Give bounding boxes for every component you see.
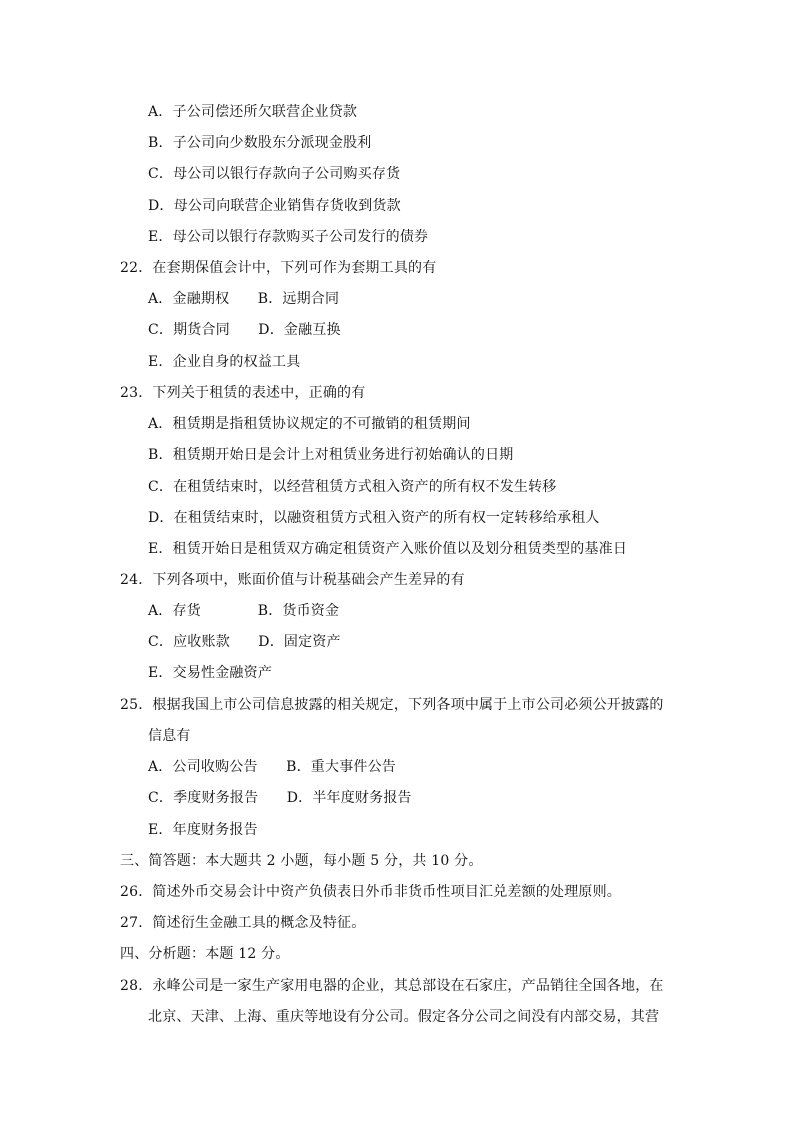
q27-text: 27．简述衍生金融工具的概念及特征。 <box>120 915 366 931</box>
section4-heading: 四、分析题：本题 12 分。 <box>120 946 290 962</box>
q28-line1: 28．永峰公司是一家生产家用电器的企业，其总部设在石家庄，产品销往全国各地，在 <box>120 978 664 994</box>
q23-option-a: A．租赁期是指租赁协议规定的不可撤销的租赁期间 <box>148 416 471 432</box>
q21-option-a: A．子公司偿还所欠联营企业贷款 <box>148 104 358 120</box>
q21-option-c: C．母公司以银行存款向子公司购买存货 <box>148 166 401 182</box>
q21-option-e: E．母公司以银行存款购买子公司发行的债券 <box>148 229 429 245</box>
q23-option-e: E．租赁开始日是租赁双方确定租赁资产入账价值以及划分租赁类型的基准日 <box>148 541 628 557</box>
q26-text: 26．简述外币交易会计中资产负债表日外币非货币性项目汇兑差额的处理原则。 <box>120 884 622 900</box>
q22-stem: 22．在套期保值会计中，下列可作为套期工具的有 <box>120 260 437 276</box>
q25-option-e: E．年度财务报告 <box>148 822 258 838</box>
q25-options-cd: C．季度财务报告 D．半年度财务报告 <box>148 790 412 806</box>
q24-stem: 24．下列各项中，账面价值与计税基础会产生差异的有 <box>120 572 465 588</box>
q24-option-e: E．交易性金融资产 <box>148 665 273 681</box>
q24-options-ab: A．存货 B．货币资金 <box>148 603 340 619</box>
q23-option-b: B．租赁期开始日是会计上对租赁业务进行初始确认的日期 <box>148 447 514 463</box>
q25-stem-line2: 信息有 <box>148 728 191 744</box>
q22-options-ab: A．金融期权 B．远期合同 <box>148 291 340 307</box>
section3-heading: 三、简答题：本大题共 2 小题，每小题 5 分，共 10 分。 <box>120 853 483 869</box>
q23-stem: 23．下列关于租赁的表述中，正确的有 <box>120 385 366 401</box>
q23-option-c: C．在租赁结束时，以经营租赁方式租入资产的所有权不发生转移 <box>148 479 557 495</box>
q21-option-b: B．子公司向少数股东分派现金股利 <box>148 135 372 151</box>
q22-options-cd: C．期货合同 D．金融互换 <box>148 322 341 338</box>
q21-option-d: D．母公司向联营企业销售存货收到货款 <box>148 198 401 214</box>
q25-stem-line1: 25．根据我国上市公司信息披露的相关规定，下列各项中属于上市公司必须公开披露的 <box>120 697 664 713</box>
q22-option-e: E．企业自身的权益工具 <box>148 354 301 370</box>
q24-options-cd: C．应收账款 D．固定资产 <box>148 634 341 650</box>
q28-line2: 北京、天津、上海、重庆等地设有分公司。假定各分公司之间没有内部交易，其营 <box>148 1009 660 1025</box>
q23-option-d: D．在租赁结束时，以融资租赁方式租入资产的所有权一定转移给承租人 <box>148 510 600 526</box>
q25-options-ab: A．公司收购公告 B．重大事件公告 <box>148 759 396 775</box>
